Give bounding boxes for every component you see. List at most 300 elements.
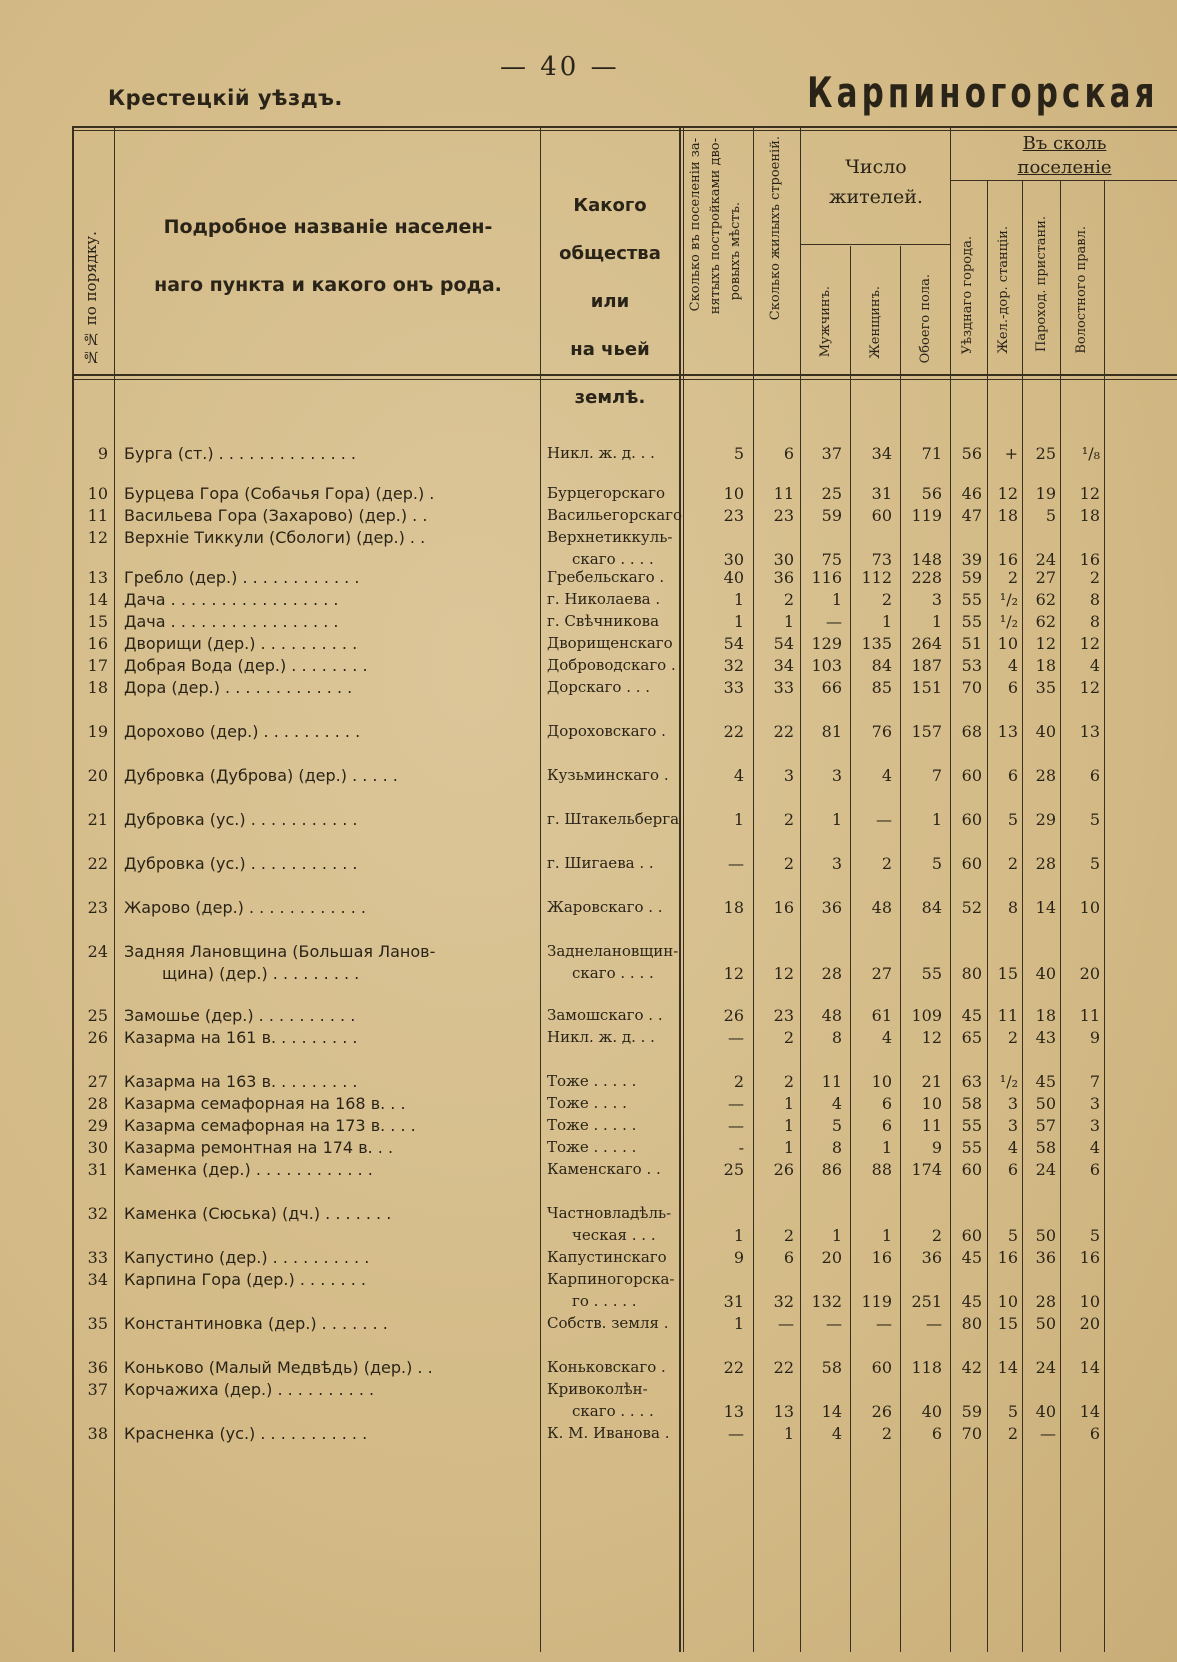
row-d4: 14 — [1079, 1402, 1100, 1421]
row-hh: 13 — [723, 1402, 744, 1421]
row-d4: 7 — [1089, 1072, 1100, 1091]
row-place-name: Верхніе Тиккули (Сбологи) (дер.) . . — [124, 528, 426, 547]
row-d1: 70 — [961, 678, 982, 697]
row-hh: — — [728, 1028, 744, 1047]
row-hh: 31 — [723, 1292, 744, 1311]
row-d1: 80 — [961, 964, 982, 983]
row-d2: 4 — [1007, 1138, 1018, 1157]
row-m: 8 — [831, 1138, 842, 1157]
row-t: 109 — [911, 1006, 942, 1025]
row-d4: 16 — [1079, 1248, 1100, 1267]
row-t: 84 — [921, 898, 942, 917]
row-m: 81 — [821, 722, 842, 741]
row-society-cont: скаго . . . . — [572, 1402, 654, 1420]
row-number: 10 — [87, 484, 108, 503]
row-t: 251 — [911, 1292, 942, 1311]
row-hh: - — [738, 1138, 744, 1157]
table-row — [72, 1204, 1177, 1248]
row-d4: 18 — [1079, 506, 1100, 525]
row-d1: 42 — [961, 1358, 982, 1377]
row-d3: 40 — [1035, 964, 1056, 983]
row-hh: 22 — [723, 722, 744, 741]
row-w: 2 — [881, 854, 892, 873]
row-society: Карпиногорска- — [547, 1270, 675, 1288]
row-d2: 6 — [1007, 766, 1018, 785]
row-m: 4 — [831, 1424, 842, 1443]
row-bld: 6 — [783, 1248, 794, 1267]
row-w: 85 — [871, 678, 892, 697]
row-d2: 14 — [997, 1358, 1018, 1377]
row-number: 22 — [87, 854, 108, 873]
col-header-both: Обоего пола. — [918, 274, 933, 364]
row-d4: 6 — [1089, 1160, 1100, 1179]
row-hh: 1 — [733, 1314, 744, 1333]
row-place-name: Дубровка (ус.) . . . . . . . . . . . — [124, 810, 358, 829]
table-row — [72, 1314, 1177, 1336]
row-m: 129 — [811, 634, 842, 653]
row-m: 8 — [831, 1028, 842, 1047]
table-row — [72, 656, 1177, 678]
row-d2: 5 — [1007, 810, 1018, 829]
row-w: 31 — [871, 484, 892, 503]
row-t: 56 — [921, 484, 942, 503]
row-w: 4 — [881, 766, 892, 785]
row-m: 5 — [831, 1116, 842, 1135]
row-bld: 1 — [783, 1424, 794, 1443]
row-bld: 3 — [783, 766, 794, 785]
row-society: Тоже . . . . — [547, 1094, 627, 1112]
row-number: 14 — [87, 590, 108, 609]
row-d4: 3 — [1089, 1116, 1100, 1135]
row-hh: 1 — [733, 1226, 744, 1245]
row-hh: 1 — [733, 612, 744, 631]
row-place-name: Дубровка (ус.) . . . . . . . . . . . — [124, 854, 358, 873]
row-d3: 18 — [1035, 656, 1056, 675]
table-row — [72, 1380, 1177, 1424]
row-t: 7 — [931, 766, 942, 785]
row-society: г. Свѣчникова — [547, 612, 660, 630]
row-number: 24 — [87, 942, 108, 961]
col-header-dist-rail: Жел.-дор. станціи. — [996, 226, 1011, 354]
table-row — [72, 528, 1177, 572]
row-d4: 20 — [1079, 964, 1100, 983]
row-society: Гребельскаго . — [547, 568, 665, 586]
row-bld: 1 — [783, 1116, 794, 1135]
table-row — [72, 1248, 1177, 1270]
row-hh: 12 — [723, 964, 744, 983]
row-d4: ¹/₈ — [1081, 444, 1100, 463]
row-t: 264 — [911, 634, 942, 653]
row-d3: 5 — [1045, 506, 1056, 525]
row-w: 6 — [881, 1116, 892, 1135]
row-t: 12 — [921, 1028, 942, 1047]
col-header-households: Сколько въ поселеніи за- нятыхъ постройками дво- ровыхъ мѣстъ. — [688, 138, 743, 315]
row-d4: 10 — [1079, 1292, 1100, 1311]
row-d4: 12 — [1079, 634, 1100, 653]
row-d3: 19 — [1035, 484, 1056, 503]
row-d4: 5 — [1089, 1226, 1100, 1245]
row-d3: — — [1040, 1424, 1056, 1443]
row-society: Верхнетиккуль- — [547, 528, 673, 546]
col-header-dist-city: Уѣзднаго города. — [960, 236, 975, 355]
row-society: Собств. земля . — [547, 1314, 669, 1332]
row-d1: 56 — [961, 444, 982, 463]
row-place-name: Дорохово (дер.) . . . . . . . . . . — [124, 722, 361, 741]
row-place-name: Красненка (ус.) . . . . . . . . . . . — [124, 1424, 368, 1443]
row-place-name: Добрая Вода (дер.) . . . . . . . . — [124, 656, 368, 675]
row-d3: 27 — [1035, 568, 1056, 587]
row-d2: 3 — [1007, 1094, 1018, 1113]
row-number: 15 — [87, 612, 108, 631]
row-m: 1 — [831, 810, 842, 829]
row-hh: 18 — [723, 898, 744, 917]
row-place-name: Замошье (дер.) . . . . . . . . . . — [124, 1006, 356, 1025]
row-m: 4 — [831, 1094, 842, 1113]
row-society: Жаровскаго . . — [547, 898, 663, 916]
row-d1: 70 — [961, 1424, 982, 1443]
row-number: 33 — [87, 1248, 108, 1267]
row-t: 9 — [931, 1138, 942, 1157]
row-w: 1 — [881, 1226, 892, 1245]
row-number: 18 — [87, 678, 108, 697]
census-table — [72, 126, 1177, 1652]
table-row — [72, 1270, 1177, 1314]
row-t: 148 — [911, 550, 942, 569]
row-bld: 26 — [773, 1160, 794, 1179]
row-d2: ¹/₂ — [999, 612, 1018, 631]
row-place-name: Васильева Гора (Захарово) (дер.) . . — [124, 506, 428, 525]
row-place-name: Дача . . . . . . . . . . . . . . . . . — [124, 612, 339, 631]
row-d4: 2 — [1089, 568, 1100, 587]
col-header-distance: Въ сколь поселеніе — [1017, 133, 1112, 178]
row-hh: 4 — [733, 766, 744, 785]
col-header-society: Какого общества или на чьей землѣ. — [559, 195, 661, 408]
row-bld: 22 — [773, 1358, 794, 1377]
row-hh: 5 — [733, 444, 744, 463]
row-place-name: Дора (дер.) . . . . . . . . . . . . . — [124, 678, 353, 697]
row-d1: 51 — [961, 634, 982, 653]
row-m: 37 — [821, 444, 842, 463]
row-hh: 26 — [723, 1006, 744, 1025]
row-t: 40 — [921, 1402, 942, 1421]
row-d3: 24 — [1035, 1160, 1056, 1179]
row-w: 119 — [861, 1292, 892, 1311]
row-d1: 55 — [961, 1116, 982, 1135]
district-title: Крестецкій уѣздъ. — [108, 86, 343, 110]
row-m: 14 — [821, 1402, 842, 1421]
row-w: 73 — [871, 550, 892, 569]
row-number: 21 — [87, 810, 108, 829]
row-d1: 47 — [961, 506, 982, 525]
row-d1: 60 — [961, 1226, 982, 1245]
row-society: К. М. Иванова . — [547, 1424, 670, 1442]
row-society: г. Штакельберга — [547, 810, 680, 828]
row-number: 20 — [87, 766, 108, 785]
row-hh: 25 — [723, 1160, 744, 1179]
row-m: 20 — [821, 1248, 842, 1267]
row-place-name: Константиновка (дер.) . . . . . . . — [124, 1314, 388, 1333]
row-hh: 40 — [723, 568, 744, 587]
row-d2: 10 — [997, 634, 1018, 653]
page-number: — 40 — — [500, 52, 620, 82]
row-bld: 22 — [773, 722, 794, 741]
row-d2: 2 — [1007, 854, 1018, 873]
row-hh: — — [728, 1094, 744, 1113]
row-m: 11 — [821, 1072, 842, 1091]
row-d3: 50 — [1035, 1226, 1056, 1245]
row-number: 30 — [87, 1138, 108, 1157]
row-w: 4 — [881, 1028, 892, 1047]
table-row — [72, 612, 1177, 634]
row-m: 1 — [831, 590, 842, 609]
row-place-name: Капустино (дер.) . . . . . . . . . . — [124, 1248, 370, 1267]
row-bld: 1 — [783, 612, 794, 631]
row-bld: 2 — [783, 810, 794, 829]
row-hh: — — [728, 1424, 744, 1443]
row-d2: 6 — [1007, 678, 1018, 697]
row-hh: 1 — [733, 590, 744, 609]
row-w: 76 — [871, 722, 892, 741]
row-number: 37 — [87, 1380, 108, 1399]
row-place-name-cont: щина) (дер.) . . . . . . . . . — [162, 964, 360, 983]
row-m: — — [826, 612, 842, 631]
row-d3: 57 — [1035, 1116, 1056, 1135]
row-d3: 18 — [1035, 1006, 1056, 1025]
row-d3: 50 — [1035, 1094, 1056, 1113]
row-d2: 12 — [997, 484, 1018, 503]
row-d2: 2 — [1007, 1028, 1018, 1047]
row-d4: 4 — [1089, 656, 1100, 675]
row-m: — — [826, 1314, 842, 1333]
row-society: Частновладѣль- — [547, 1204, 672, 1222]
row-number: 16 — [87, 634, 108, 653]
row-d2: 5 — [1007, 1226, 1018, 1245]
row-t: 1 — [931, 810, 942, 829]
row-d1: 53 — [961, 656, 982, 675]
row-society: Дворищенскаго — [547, 634, 673, 652]
row-hh: 9 — [733, 1248, 744, 1267]
row-bld: 12 — [773, 964, 794, 983]
col-header-women: Женщинъ. — [868, 286, 883, 359]
row-number: 36 — [87, 1358, 108, 1377]
table-row — [72, 1138, 1177, 1160]
row-hh: 32 — [723, 656, 744, 675]
row-d2: 4 — [1007, 656, 1018, 675]
row-d3: 62 — [1035, 590, 1056, 609]
row-d1: 58 — [961, 1094, 982, 1113]
row-society: Васильегорскаго — [547, 506, 683, 524]
row-number: 34 — [87, 1270, 108, 1289]
row-d2: 6 — [1007, 1160, 1018, 1179]
row-number: 29 — [87, 1116, 108, 1135]
row-d4: 16 — [1079, 550, 1100, 569]
row-t: 151 — [911, 678, 942, 697]
row-society: Тоже . . . . . — [547, 1072, 637, 1090]
row-t: 71 — [921, 444, 942, 463]
row-w: 26 — [871, 1402, 892, 1421]
row-d4: 20 — [1079, 1314, 1100, 1333]
row-m: 66 — [821, 678, 842, 697]
table-row — [72, 590, 1177, 612]
row-w: 48 — [871, 898, 892, 917]
row-d4: 14 — [1079, 1358, 1100, 1377]
row-society: Доброводскаго . — [547, 656, 676, 674]
row-bld: — — [778, 1314, 794, 1333]
row-number: 31 — [87, 1160, 108, 1179]
row-d2: 2 — [1007, 1424, 1018, 1443]
row-bld: 6 — [783, 444, 794, 463]
row-society-cont: ческая . . . — [572, 1226, 656, 1244]
row-number: 12 — [87, 528, 108, 547]
row-d3: 12 — [1035, 634, 1056, 653]
row-t: 1 — [931, 612, 942, 631]
row-number: 11 — [87, 506, 108, 525]
row-place-name: Дача . . . . . . . . . . . . . . . . . — [124, 590, 339, 609]
row-bld: 23 — [773, 1006, 794, 1025]
row-d1: 46 — [961, 484, 982, 503]
row-d2: 8 — [1007, 898, 1018, 917]
row-d3: 62 — [1035, 612, 1056, 631]
row-w: — — [876, 1314, 892, 1333]
row-d3: 28 — [1035, 1292, 1056, 1311]
row-bld: 36 — [773, 568, 794, 587]
row-society: Дороховскаго . — [547, 722, 666, 740]
row-d1: 60 — [961, 854, 982, 873]
row-t: 118 — [911, 1358, 942, 1377]
row-number: 38 — [87, 1424, 108, 1443]
row-d1: 45 — [961, 1006, 982, 1025]
row-t: 11 — [921, 1116, 942, 1135]
row-w: 2 — [881, 1424, 892, 1443]
row-w: 2 — [881, 590, 892, 609]
row-place-name: Гребло (дер.) . . . . . . . . . . . . — [124, 568, 360, 587]
row-society: Тоже . . . . . — [547, 1116, 637, 1134]
row-d2: + — [1004, 444, 1018, 463]
row-society-cont: го . . . . . — [572, 1292, 637, 1310]
row-t: 174 — [911, 1160, 942, 1179]
row-d3: 40 — [1035, 722, 1056, 741]
row-d1: 39 — [961, 550, 982, 569]
row-bld: 2 — [783, 590, 794, 609]
row-society: Бурцегорскаго — [547, 484, 666, 502]
row-d1: 80 — [961, 1314, 982, 1333]
row-d3: 40 — [1035, 1402, 1056, 1421]
row-bld: 32 — [773, 1292, 794, 1311]
row-d4: 10 — [1079, 898, 1100, 917]
row-hh: 54 — [723, 634, 744, 653]
table-row — [72, 1006, 1177, 1028]
row-bld: 16 — [773, 898, 794, 917]
volost-title: Карпиногорская — [807, 68, 1159, 117]
row-d2: 18 — [997, 506, 1018, 525]
row-w: 135 — [861, 634, 892, 653]
row-d1: 52 — [961, 898, 982, 917]
row-d1: 55 — [961, 612, 982, 631]
row-d4: 11 — [1079, 1006, 1100, 1025]
col-header-men: Мужчинъ. — [818, 286, 833, 358]
row-t: 228 — [911, 568, 942, 587]
row-d3: 50 — [1035, 1314, 1056, 1333]
row-hh: 22 — [723, 1358, 744, 1377]
row-place-name: Каменка (Сюська) (дч.) . . . . . . . — [124, 1204, 392, 1223]
row-society: Дорскаго . . . — [547, 678, 651, 696]
row-d3: 58 — [1035, 1138, 1056, 1157]
table-row — [72, 1358, 1177, 1380]
row-m: 48 — [821, 1006, 842, 1025]
row-d1: 65 — [961, 1028, 982, 1047]
row-society: г. Шигаева . . — [547, 854, 654, 872]
row-bld: 2 — [783, 1072, 794, 1091]
table-row — [72, 1094, 1177, 1116]
row-w: 112 — [861, 568, 892, 587]
row-d4: 8 — [1089, 590, 1100, 609]
row-w: 6 — [881, 1094, 892, 1113]
table-row — [72, 506, 1177, 528]
row-t: 3 — [931, 590, 942, 609]
row-w: 34 — [871, 444, 892, 463]
row-society: Никл. ж. д. . . — [547, 1028, 655, 1046]
row-d2: 15 — [997, 964, 1018, 983]
row-t: 21 — [921, 1072, 942, 1091]
row-d4: 5 — [1089, 854, 1100, 873]
row-number: 28 — [87, 1094, 108, 1113]
col-header-dist-volost: Волостного правл. — [1074, 226, 1089, 354]
row-hh: — — [728, 1116, 744, 1135]
row-number: 17 — [87, 656, 108, 675]
row-t: 36 — [921, 1248, 942, 1267]
row-t: 10 — [921, 1094, 942, 1113]
row-hh: 23 — [723, 506, 744, 525]
row-society: Никл. ж. д. . . — [547, 444, 655, 462]
row-number: 9 — [97, 444, 108, 463]
row-d4: 12 — [1079, 484, 1100, 503]
row-t: 187 — [911, 656, 942, 675]
row-d3: 35 — [1035, 678, 1056, 697]
row-m: 132 — [811, 1292, 842, 1311]
table-row — [72, 678, 1177, 700]
table-row — [72, 854, 1177, 876]
row-d1: 45 — [961, 1292, 982, 1311]
row-society-cont: скаго . . . . — [572, 550, 654, 568]
row-bld: 13 — [773, 1402, 794, 1421]
row-d2: ¹/₂ — [999, 590, 1018, 609]
row-d1: 68 — [961, 722, 982, 741]
row-t: 5 — [931, 854, 942, 873]
row-bld: 11 — [773, 484, 794, 503]
row-place-name: Задняя Лановщина (Большая Ланов- — [124, 942, 436, 961]
row-t: 119 — [911, 506, 942, 525]
row-m: 36 — [821, 898, 842, 917]
row-number: 35 — [87, 1314, 108, 1333]
row-place-name: Каменка (дер.) . . . . . . . . . . . . — [124, 1160, 373, 1179]
row-bld: 2 — [783, 1226, 794, 1245]
table-row — [72, 1028, 1177, 1050]
row-hh: 2 — [733, 1072, 744, 1091]
row-society: Кривоколѣн- — [547, 1380, 648, 1398]
row-place-name: Бурга (ст.) . . . . . . . . . . . . . . — [124, 444, 356, 463]
table-row — [72, 1116, 1177, 1138]
table-row — [72, 444, 1177, 466]
row-place-name: Коньково (Малый Медвѣдь) (дер.) . . — [124, 1358, 433, 1377]
row-m: 3 — [831, 854, 842, 873]
row-society: г. Николаева . — [547, 590, 661, 608]
row-d1: 59 — [961, 1402, 982, 1421]
row-hh: 30 — [723, 550, 744, 569]
col-header-num: №№ по порядку. — [82, 231, 100, 366]
row-place-name: Казарма семафорная на 173 в. . . . — [124, 1116, 416, 1135]
col-header-name: Подробное названіе населен- наго пункта и какого онъ рода. — [154, 216, 502, 296]
table-row — [72, 568, 1177, 590]
